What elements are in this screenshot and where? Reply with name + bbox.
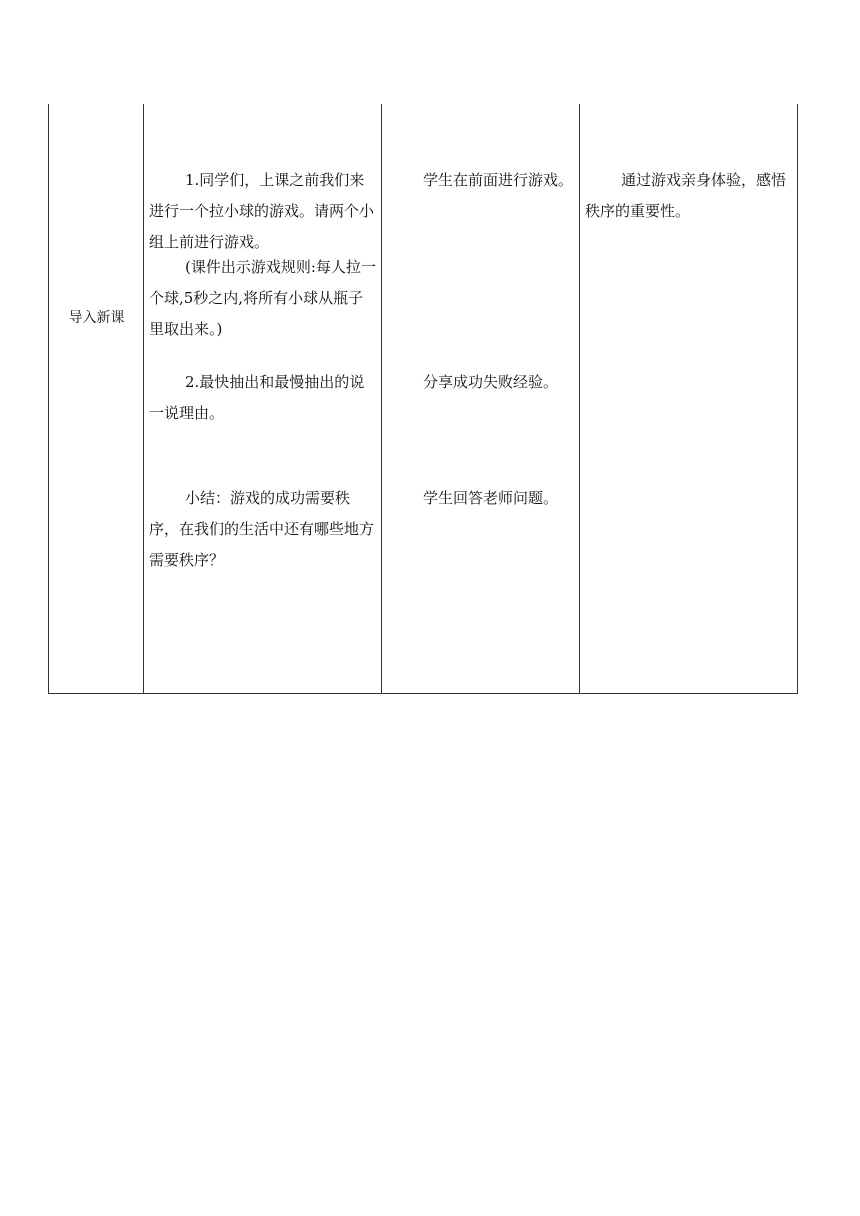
teacher-activity-column — [144, 104, 382, 693]
teacher-summary: 小结：游戏的成功需要秩序，在我们的生活中还有哪些地方需要秩序？ — [149, 489, 375, 569]
design-intent-text: 通过游戏亲身体验，感悟秩序的重要性。 — [585, 171, 787, 220]
section-column — [49, 104, 144, 693]
student-activity-1: 学生在前面进行游戏。 — [423, 171, 574, 189]
design-intent-column — [580, 104, 798, 693]
student-activity-2: 分享成功失败经验。 — [423, 373, 559, 391]
section-label: 导入新课 — [68, 310, 125, 326]
teacher-step-2: 2.最快抽出和最慢抽出的说一说理由。 — [149, 373, 365, 422]
teacher-rule-note: (课件出示游戏规则:每人拉一个球,5秒之内,将所有小球从瓶子里取出来。) — [149, 258, 376, 338]
student-activity-3: 学生回答老师问题。 — [423, 489, 559, 507]
lesson-plan-table — [48, 104, 798, 694]
teacher-step-1: 1.同学们，上课之前我们来进行一个拉小球的游戏。请两个小组上前进行游戏。 — [149, 171, 375, 251]
student-activity-column — [382, 104, 580, 693]
